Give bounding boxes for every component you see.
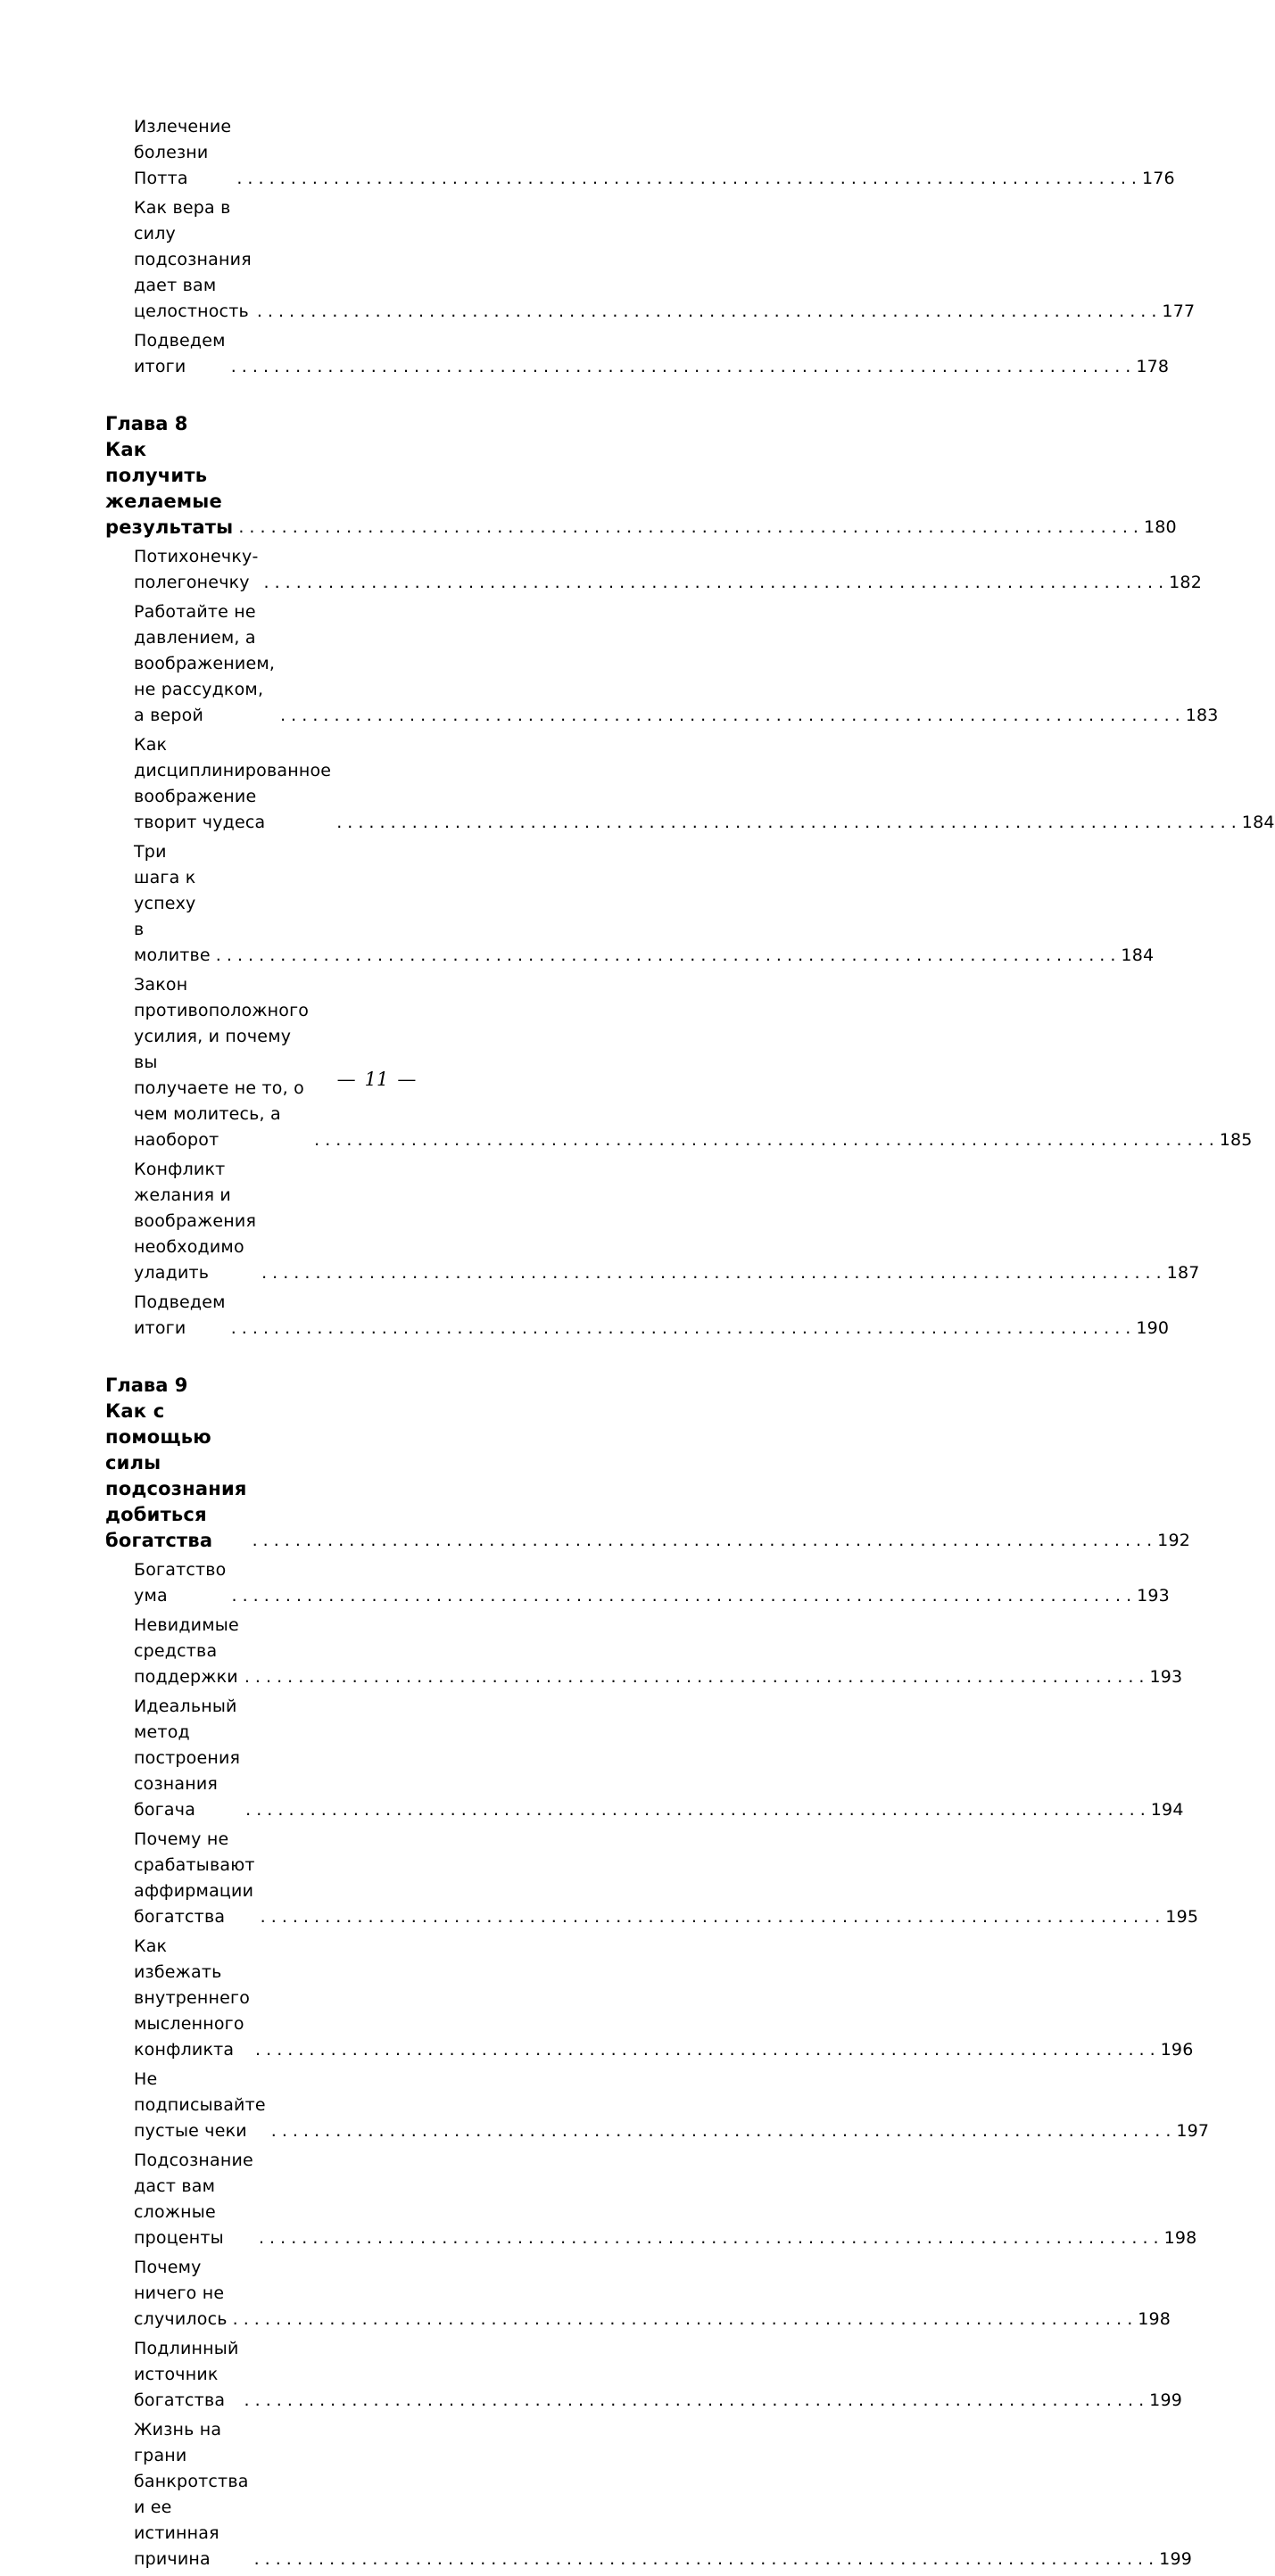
toc-entry[interactable] [105,2336,1183,2414]
toc-entry-title: Не подписывайте пустые чеки [134,2069,266,2141]
chapter-9-page: 192 [1157,1531,1191,1550]
toc-entry[interactable] [105,972,1253,1153]
toc-entry-page: 198 [1138,2309,1172,2329]
toc-entry-page: 183 [1185,706,1219,725]
toc-entry-title: Почему ничего не случилось [134,2258,228,2329]
toc-entry[interactable] [105,114,1175,192]
folio-dash-left: — [336,1069,356,1090]
dot-leader [232,1583,1132,1609]
toc-entry-title: Идеальный метод построения сознания богача [134,1697,241,1820]
dot-leader [254,2547,1155,2572]
toc-entry-page: 190 [1136,1318,1170,1338]
dot-leader [244,2388,1145,2414]
toc-entry[interactable] [105,1557,1170,1609]
toc-entry[interactable] [105,1827,1199,1930]
toc-entry[interactable] [105,2148,1197,2251]
toc-entry-title: Как избежать внутреннего мысленного конфликта [134,1936,251,2060]
toc-entry-title: Подведем итоги [134,1292,226,1338]
table-of-contents [105,114,1275,2576]
toc-entry-title: Подлинный источник богатства [134,2339,239,2410]
dot-leader [244,1664,1145,1690]
dot-leader [336,810,1237,836]
toc-entry[interactable] [105,732,1275,836]
toc-entry-page: 184 [1121,945,1155,965]
toc-entry-page: 177 [1162,301,1196,321]
toc-entry-title: Работайте не давлением, а воображением, не рассудком, а верой [134,602,276,725]
dot-leader [259,2225,1159,2251]
toc-entry[interactable] [105,1613,1183,1690]
chapter-9-title-entry[interactable] [105,1399,1191,1554]
dot-leader [253,1528,1153,1554]
dot-leader [231,354,1131,380]
folio-dash-right: — [397,1069,417,1090]
toc-entry[interactable] [105,328,1170,380]
toc-entry-title: Закон противоположного усилия, и почему вы получаете не то, о чем молитесь, а наоборот [134,975,310,1150]
dot-leader [233,2307,1133,2332]
chapter-8-title-entry[interactable] [105,437,1177,541]
toc-entry-title: Подсознание даст вам сложные проценты [134,2151,253,2248]
dot-leader [255,2037,1155,2063]
toc-entry-page: 193 [1137,1586,1170,1606]
dot-leader [238,515,1138,541]
dot-leader [216,943,1116,969]
toc-entry-page: 196 [1160,2040,1194,2060]
toc-entry[interactable] [105,839,1155,969]
toc-entry-page: 182 [1169,573,1202,592]
toc-entry-title: Богатство ума [134,1560,227,1606]
toc-entry-page: 195 [1165,1907,1199,1927]
chapter-8-title: Как получить желаемые результаты [105,439,234,538]
dot-leader [231,1316,1131,1342]
dot-leader [280,703,1180,729]
toc-entry-title: Три шага к успеху в молитве [134,842,211,965]
toc-entry[interactable] [105,195,1196,325]
toc-entry-page: 184 [1241,813,1275,832]
toc-entry-page: 199 [1149,2390,1183,2410]
toc-entry-page: 176 [1141,169,1175,188]
toc-entry[interactable] [105,599,1219,729]
page-number [0,1069,753,1090]
dot-leader [261,1260,1162,1286]
toc-entry-title: Потихонечку-полегонечку [134,547,259,592]
chapter-9-title: Как с помощью силы подсознания добиться богатства [105,1400,247,1551]
toc-entry-title: Излечение болезни Потта [134,117,232,188]
folio-number: 11 [364,1069,389,1090]
toc-entry-title: Конфликт желания и воображения необходимо уладить [134,1160,257,1283]
toc-entry-page: 178 [1136,357,1170,376]
toc-entry-title: Жизнь на грани банкротства и ее истинная причина [134,2420,249,2569]
toc-entry-title: Как дисциплинированное воображение творит чудеса [134,735,332,832]
toc-entry-page: 187 [1166,1263,1200,1283]
toc-entry[interactable] [105,1157,1200,1286]
toc-entry-title: Невидимые средства поддержки [134,1615,239,1687]
chapter-8-page: 180 [1143,517,1177,537]
toc-entry[interactable] [105,2255,1172,2332]
toc-entry-page: 185 [1219,1130,1253,1150]
dot-leader [264,570,1164,596]
chapter-9-label: Глава 9 [105,1375,188,1396]
dot-leader [261,1904,1161,1930]
chapter-8-label: Глава 8 [105,413,188,434]
dot-leader [271,2118,1172,2144]
toc-entry-page: 194 [1150,1800,1184,1820]
dot-leader [236,166,1137,192]
toc-entry-page: 199 [1159,2549,1193,2569]
dot-leader [257,299,1157,325]
toc-entry-title: Почему не срабатывают аффирмации богатства [134,1829,255,1927]
dot-leader [245,1797,1146,1823]
toc-entry-page: 197 [1176,2121,1210,2141]
toc-entry[interactable] [105,2417,1193,2572]
toc-entry-page: 193 [1149,1667,1183,1687]
toc-entry-page: 198 [1163,2228,1197,2248]
toc-entry-title: Подведем итоги [134,331,226,376]
toc-entry[interactable] [105,1934,1194,2063]
dot-leader [314,1127,1214,1153]
toc-entry[interactable] [105,544,1202,596]
toc-entry-title: Как вера в силу подсознания дает вам целостность [134,198,252,321]
toc-entry[interactable] [105,1290,1170,1342]
toc-entry[interactable] [105,1694,1184,1823]
toc-entry[interactable] [105,2067,1210,2144]
